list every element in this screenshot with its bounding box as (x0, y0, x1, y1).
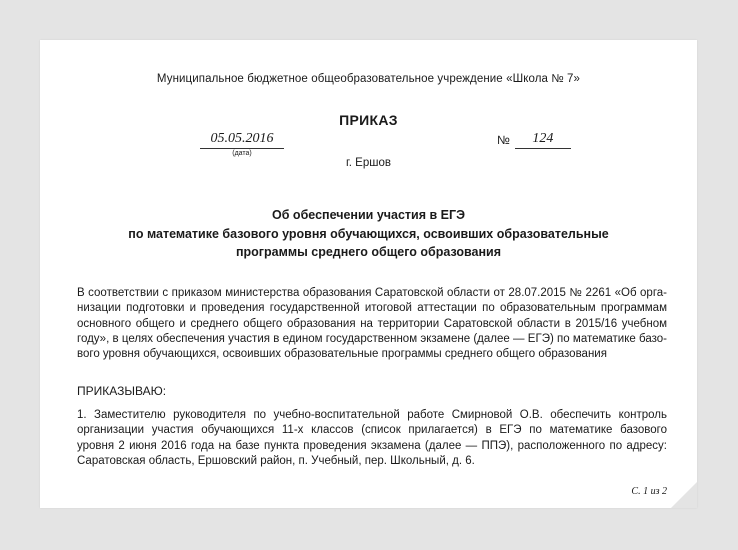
item-line: 1. Заместителю руководителя по учебно-воспитательной работе Смирновой О.В. обеспечить контроль (77, 409, 667, 421)
page-number: С. 1 из 2 (631, 486, 667, 497)
preamble-line: основного общего и среднего общего образования на территории Саратовской области в 2015/16 учебном (77, 317, 667, 330)
preamble-line: вого уровня обучающихся, освоивших образовательные программы среднего общего образования (77, 348, 607, 361)
document-number-field (497, 131, 571, 149)
preamble-paragraph (77, 286, 667, 362)
date-value: 05.05.2016 (200, 131, 284, 149)
order-item-1 (77, 408, 667, 469)
city: г. Ершов (346, 157, 391, 169)
preamble-line: В соответствии с приказом министерства образования Саратовской области от 28.07.2015 № 2261 «Об орга- (77, 287, 667, 299)
preamble-line: низации подготовки и проведения государственной итоговой аттестации по образовательным программам (77, 302, 667, 315)
order-subject (40, 206, 697, 262)
number-value: 124 (515, 131, 571, 149)
subject-line: Об обеспечении участия в ЕГЭ (272, 208, 465, 222)
item-line: организации участия обучающихся 11-х классов (список прилагается) в ЕГЭ по математике базового (77, 424, 667, 437)
date-caption: (дата) (232, 150, 252, 157)
subject-line: по математике базового уровня обучающихся, освоивших образовательные (128, 226, 609, 241)
item-line: Саратовская область, Ершовский район, п. Учебный, пер. Школьный, д. 6. (77, 454, 475, 467)
preamble-line: году», в целях обеспечения участия в едином государственном экзамене (далее — ЕГЭ) по математике базо- (77, 332, 667, 345)
item-line: уровня 2 июня 2016 года на базе пункта проведения экзамена (далее — ППЭ), расположенного по адресу: (77, 439, 667, 452)
subject-line: программы среднего общего образования (235, 245, 502, 259)
order-word: ПРИКАЗЫВАЮ: (77, 384, 167, 398)
organization-name: Муниципальное бюджетное общеобразовательное учреждение «Школа № 7» (156, 73, 581, 85)
document-page (40, 40, 697, 508)
number-sign: № (497, 133, 510, 147)
page-corner-fold (671, 482, 697, 508)
document-title: ПРИКАЗ (339, 112, 398, 128)
date-field (200, 131, 284, 159)
